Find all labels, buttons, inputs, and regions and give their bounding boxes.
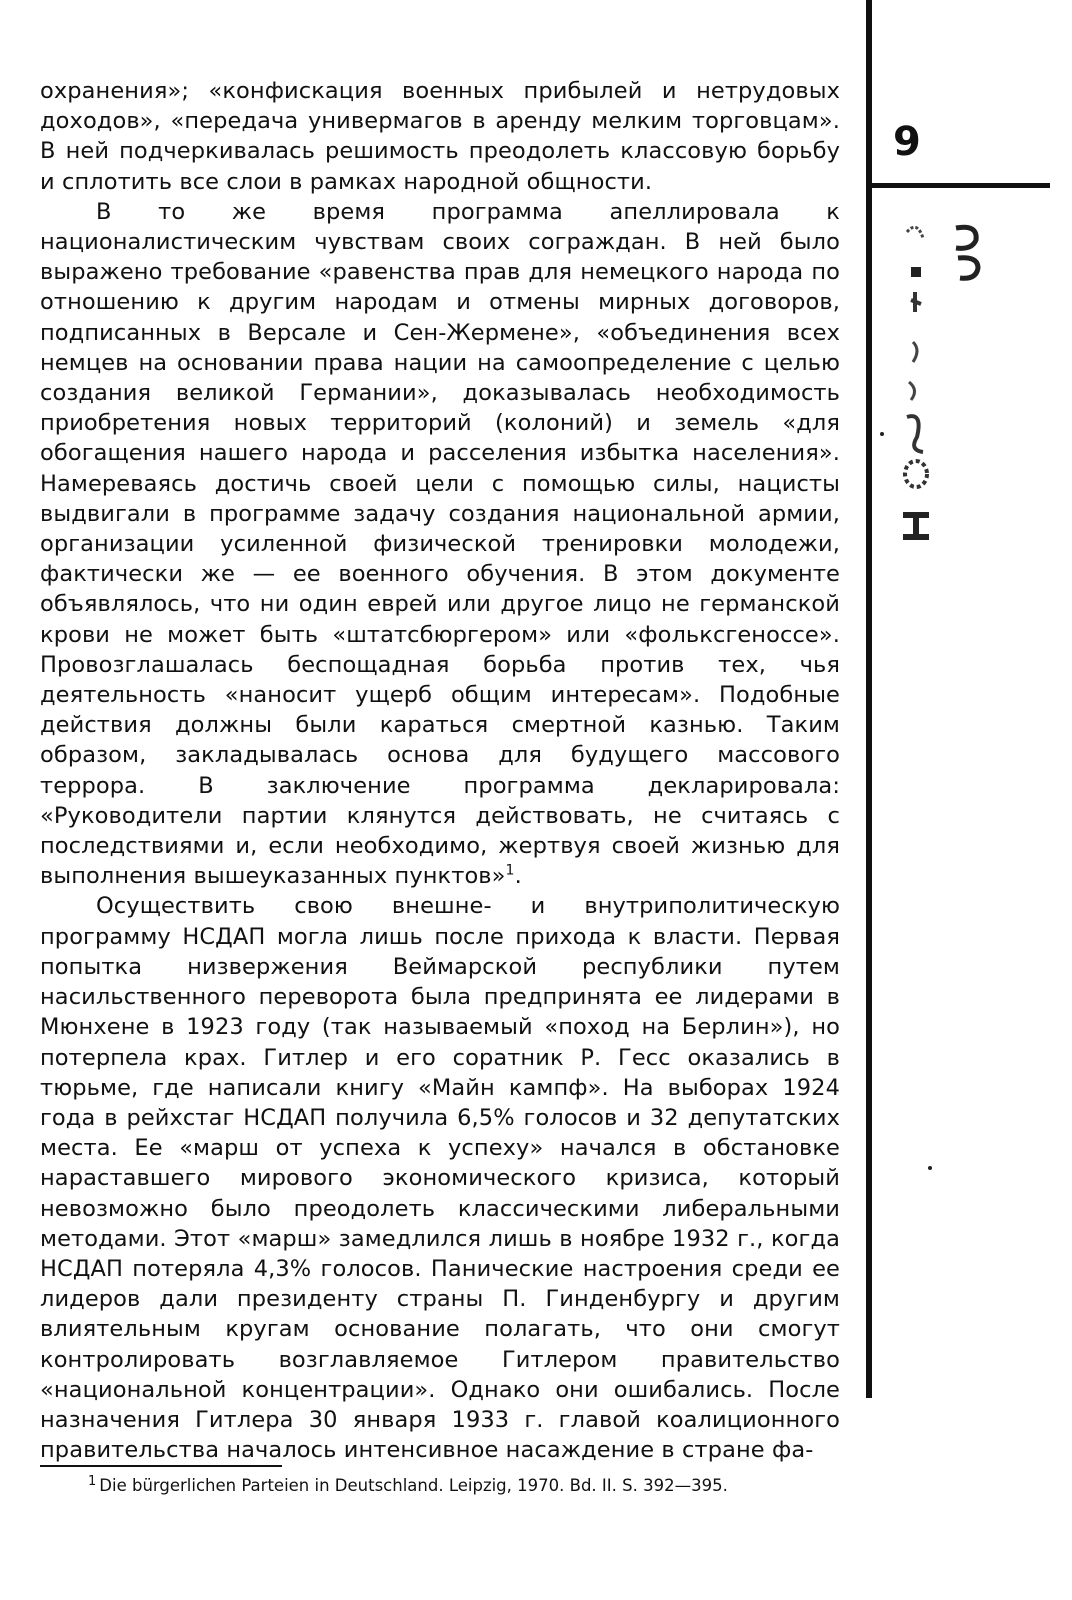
main-text (40, 76, 840, 1465)
paragraph-3: Осуществить свою внешне- и внутриполитическую программу НСДАП могла лишь после прихода к власти. Первая попытка низвержения Веймарской республики путем насильственного переворота была предпринята ее лидерами в Мюнхене в 1923 году (так называемый «поход на Берлин»), но потерпела крах. Гитлер и его соратник Р. Гесс оказались в тюрьме, где написали книгу «Майн кампф». На выборах 1924 года в рейхстаг НСДАП получила 6,5% голосов и 32 депутатских места. Ее «марш от успеха к успеху» начался в обстановке нараставшего мирового экономического кризиса, который невозможно было преодолеть классическими либеральными методами. Этот «марш» замедлился лишь в ноябре 1932 г., когда НСДАП потеряла 4,3% голосов. Панические настроения среди ее лидеров дали президенту страны П. Гинденбургу и другим влиятельным кругам основание полагать, что они смогут контролировать возглавляемое Гитлером правительство «национальной концентрации». Однако они ошибались. После назначения Гитлера 30 января 1933 г. главой коалиционного правительства началось интенсивное насаждение в стране фа- (40, 893, 840, 1464)
footnote-divider (40, 1465, 282, 1467)
spine-title-graphic (893, 212, 939, 552)
footnote-mark: 1 (88, 1473, 97, 1489)
footnote-text: Die bürgerlichen Parteien in Deutschland. Leipzig, 1970. Bd. II. S. 392—395. (99, 1476, 728, 1495)
paragraph-1: охранения»; «конфискация военных прибылей и нетрудовых доходов», «передача универмагов в аренду мелким торговцам». В ней подчеркивалась решимость преодолеть классовую борьбу и сплотить все слои в рамках народной общности. (40, 78, 840, 195)
footnote-reference: 1 (505, 862, 515, 879)
margin-vertical-rule (866, 0, 872, 1398)
paragraph-2: В то же время программа апеллировала к националистическим чувствам своих сограждан. В ней было выражено требование «равенства прав для немецкого народа по отношению к другим народам и отмены мирных договоров, подписанных в Версале и Сен-Жермене», «объединения всех немцев на основании права нации на самоопределение с целью создания великой Германии», доказывалась необходимость приобретения новых территорий (колоний) и земель «для обогащения нашего народа и расселения избытка населения». Намереваясь достичь своей цели с помощью силы, нацисты выдвигали в программе задачу создания национальной армии, организации усиленной физической тренировки молодежи, фактически же — ее военного обучения. В этом документе объявлялось, что ни один еврей или другое лицо не германской крови не может быть «штатсбюргером» или «фольксгеноссе». Провозглашалась беспощадная борьба против тех, чья деятельность «наносит ущерб общим интересам». Подобные действия должны были караться смертной казнью. Таким образом, закладывалась основа для будущего массового террора. В заключение программа декларировала: «Руководители партии клянутся действовать, не считаясь с последствиями и, если необходимо, жертвуя своей жизнью для выполнения вышеуказанных пунктов»$^1$. (40, 198, 840, 890)
margin-horizontal-rule (872, 183, 1050, 188)
margin-dot (928, 1166, 932, 1170)
margin-dot (880, 432, 884, 436)
paragraph-2-text: В то же время программа апеллировала к националистическим чувствам своих сограждан. В ней было выражено требование «равенства прав для немецкого народа по отношению к другим народам и отмены мирных договоров, подписанных в Версале и Сен-Жермене», «объединения всех немцев на основании права нации на самоопределение с целью создания великой Германии», доказывалась необходимость приобретения новых территорий (колоний) и земель «для обогащения нашего народа и расселения избытка населения». Намереваясь достичь своей цели с помощью силы, нацисты выдвигали в программе задачу создания национальной армии, организации усиленной физической тренировки молодежи, фактически же — ее военного обучения. В этом документе объявлялось, что ни один еврей или другое лицо не германской крови не может быть «штатсбюргером» или «фольксгеноссе». Провозглашалась беспощадная борьба против тех, чья деятельность «наносит ущерб общим интересам». Подобные действия должны были караться смертной казнью. Таким образом, закладывалась основа для будущего массового террора. В заключение программа декларировала: «Руководители партии клянутся действовать, не считаясь с последствиями и, если необходимо, жертвуя своей жизнью для выполнения вышеуказанных пунктов» (40, 198, 840, 890)
footnote (88, 1475, 848, 1497)
chapter-number: 9 (893, 119, 921, 165)
spine-fragment-graphic (948, 222, 990, 292)
